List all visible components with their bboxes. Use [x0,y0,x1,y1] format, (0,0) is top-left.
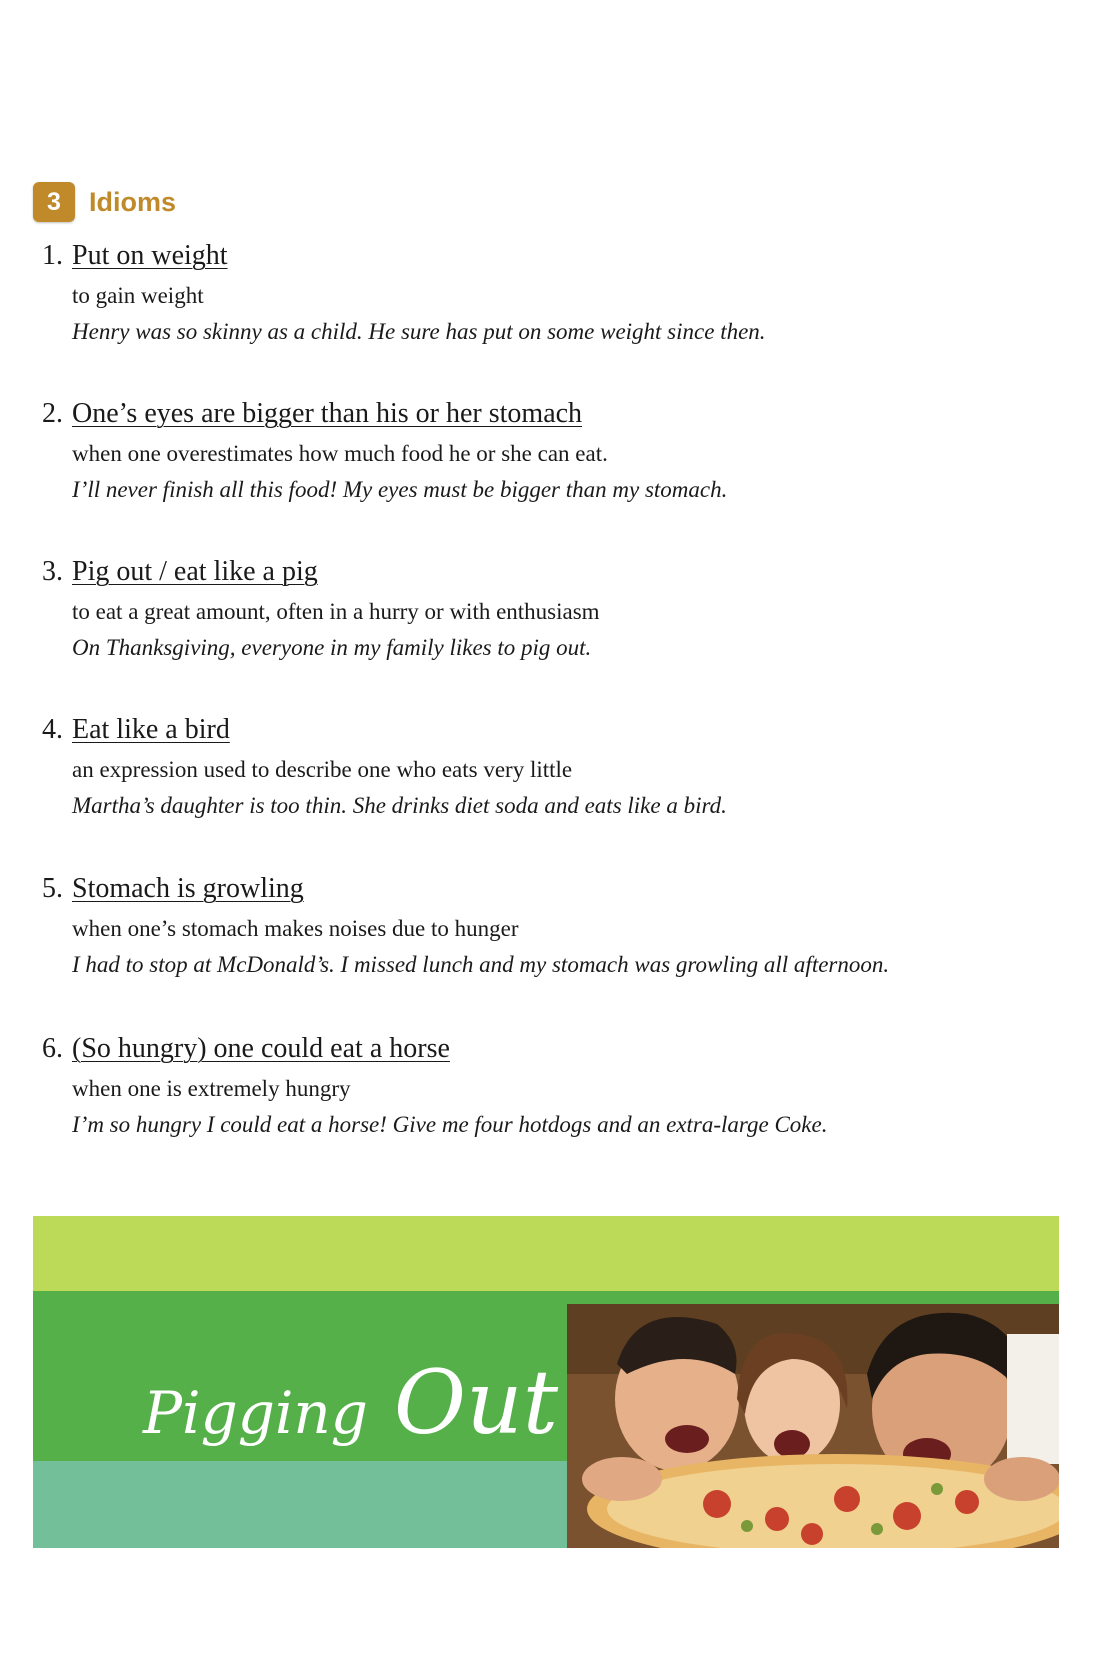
idiom-definition: when one is extremely hungry [72,1076,351,1101]
banner-band-top [33,1216,1059,1291]
idiom-example: Henry was so skinny as a child. He sure has put on some weight since then. [72,319,766,344]
idiom-phrase: Stomach is growling [72,873,304,904]
banner-title-word-1: Pigging [143,1379,368,1447]
idiom-item [42,1032,1052,1140]
idiom-number: 1. [42,240,63,271]
banner-title-word-2: Out [393,1351,559,1454]
idiom-example: I’ll never finish all this food! My eyes must be bigger than my stomach. [72,477,728,502]
section-header [33,182,176,222]
pigging-out-banner [33,1216,1059,1548]
idiom-item [42,555,1052,663]
idiom-phrase: Put on weight [72,240,228,271]
section-title: Idioms [89,186,177,217]
idiom-phrase: Pig out / eat like a pig [72,556,318,587]
idiom-item [42,713,1052,821]
idiom-number: 2. [42,398,63,429]
idiom-number: 4. [42,714,63,745]
idiom-phrase: One’s eyes are bigger than his or her stomach [72,398,583,429]
idiom-definition: when one overestimates how much food he or she can eat. [72,441,608,466]
idiom-example: I had to stop at McDonald’s. I missed lunch and my stomach was growling all afternoon. [72,952,890,977]
idiom-phrase: Eat like a bird [72,714,230,745]
idiom-item [42,239,1052,347]
idiom-example: I’m so hungry I could eat a horse! Give me four hotdogs and an extra-large Coke. [72,1112,828,1137]
idiom-number: 5. [42,873,63,904]
section-number-badge: 3 [33,182,75,222]
people-eating-pizza-photo [567,1304,1059,1548]
idiom-definition: an expression used to describe one who eats very little [72,757,573,782]
idiom-item [42,397,1052,505]
idiom-phrase: (So hungry) one could eat a horse [72,1033,450,1064]
idiom-definition: to eat a great amount, often in a hurry or with enthusiasm [72,599,600,624]
idiom-definition: to gain weight [72,283,204,308]
idiom-example: On Thanksgiving, everyone in my family likes to pig out. [72,635,592,660]
idiom-number: 6. [42,1033,63,1064]
idiom-number: 3. [42,556,63,587]
idiom-definition: when one’s stomach makes noises due to hunger [72,916,519,941]
idiom-item [42,872,1052,980]
idiom-example: Martha’s daughter is too thin. She drinks diet soda and eats like a bird. [72,793,727,818]
banner-title [143,1351,558,1454]
photo-illustration [567,1304,1059,1548]
